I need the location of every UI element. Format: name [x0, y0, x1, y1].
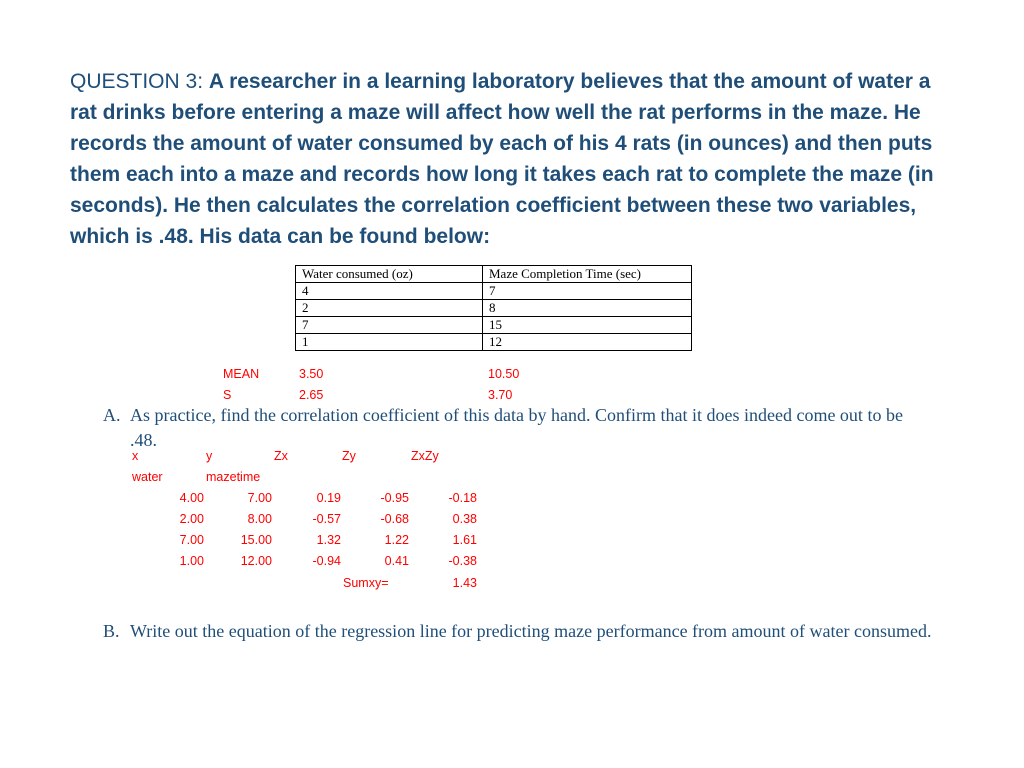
work-cell: 7.00 — [247, 491, 272, 505]
cell-time: 8 — [483, 300, 692, 317]
question-body: A researcher in a learning laboratory believes that the amount of water a rat drinks before entering a maze will affect how well the rat performs in the maze. He records the amount of water consumed by each of his 4 rats (in ounces) and then puts them each into a maze and records how long it takes each rat to complete the maze (in seconds). He then calculates the correlation coefficient between these two variables, which is .48. His data can be found below: — [70, 70, 934, 248]
part-a — [103, 403, 933, 453]
work-cell: -0.57 — [312, 512, 341, 526]
work-cell: 4.00 — [179, 491, 204, 505]
work-cell: 0.38 — [452, 512, 477, 526]
sum-value: 1.43 — [452, 576, 477, 590]
question-number: QUESTION 3: — [70, 70, 209, 93]
table-row — [296, 334, 692, 351]
work-header-x: x — [132, 449, 139, 463]
mean-x: 3.50 — [299, 367, 324, 381]
header-water: Water consumed (oz) — [296, 266, 483, 283]
s-label: S — [223, 388, 232, 402]
s-y: 3.70 — [488, 388, 513, 402]
question-text — [70, 66, 950, 252]
table-row — [296, 300, 692, 317]
cell-water: 7 — [296, 317, 483, 334]
table-header-row — [296, 266, 692, 283]
mean-y: 10.50 — [488, 367, 520, 381]
work-header-zx: Zx — [274, 449, 288, 463]
work-cell: 12.00 — [240, 554, 272, 568]
work-cell: 15.00 — [240, 533, 272, 547]
part-a-letter: A. — [103, 405, 121, 425]
work-cell: 8.00 — [247, 512, 272, 526]
sum-label: Sumxy= — [343, 576, 389, 590]
cell-time: 15 — [483, 317, 692, 334]
work-cell: 1.22 — [384, 533, 409, 547]
work-cell: -0.18 — [448, 491, 477, 505]
work-header-zxzy: ZxZy — [411, 449, 439, 463]
cell-water: 2 — [296, 300, 483, 317]
work-header-zy: Zy — [342, 449, 356, 463]
work-cell: 1.32 — [316, 533, 341, 547]
work-cell: 0.41 — [384, 554, 409, 568]
work-cell: 0.19 — [316, 491, 341, 505]
work-subheader-mazetime: mazetime — [206, 470, 261, 484]
work-subheader-water: water — [132, 470, 163, 484]
work-cell: 1.61 — [452, 533, 477, 547]
mean-label: MEAN — [223, 367, 260, 381]
part-b — [103, 619, 933, 644]
cell-water: 1 — [296, 334, 483, 351]
cell-water: 4 — [296, 283, 483, 300]
table-row — [296, 317, 692, 334]
s-x: 2.65 — [299, 388, 324, 402]
table-row — [296, 283, 692, 300]
work-cell: -0.94 — [312, 554, 341, 568]
work-cell: -0.68 — [380, 512, 409, 526]
cell-time: 12 — [483, 334, 692, 351]
work-cell: 2.00 — [179, 512, 204, 526]
part-b-letter: B. — [103, 621, 120, 641]
work-cell: -0.38 — [448, 554, 477, 568]
work-cell: 1.00 — [179, 554, 204, 568]
work-cell: -0.95 — [380, 491, 409, 505]
work-header-y: y — [206, 449, 213, 463]
work-cell: 7.00 — [179, 533, 204, 547]
data-table — [295, 265, 692, 351]
part-a-text: As practice, find the correlation coefficient of this data by hand. Confirm that it does indeed come out to be .48. — [130, 405, 903, 450]
cell-time: 7 — [483, 283, 692, 300]
part-b-text: Write out the equation of the regression line for predicting maze performance from amount of water consumed. — [130, 621, 932, 641]
header-maze-time: Maze Completion Time (sec) — [483, 266, 692, 283]
